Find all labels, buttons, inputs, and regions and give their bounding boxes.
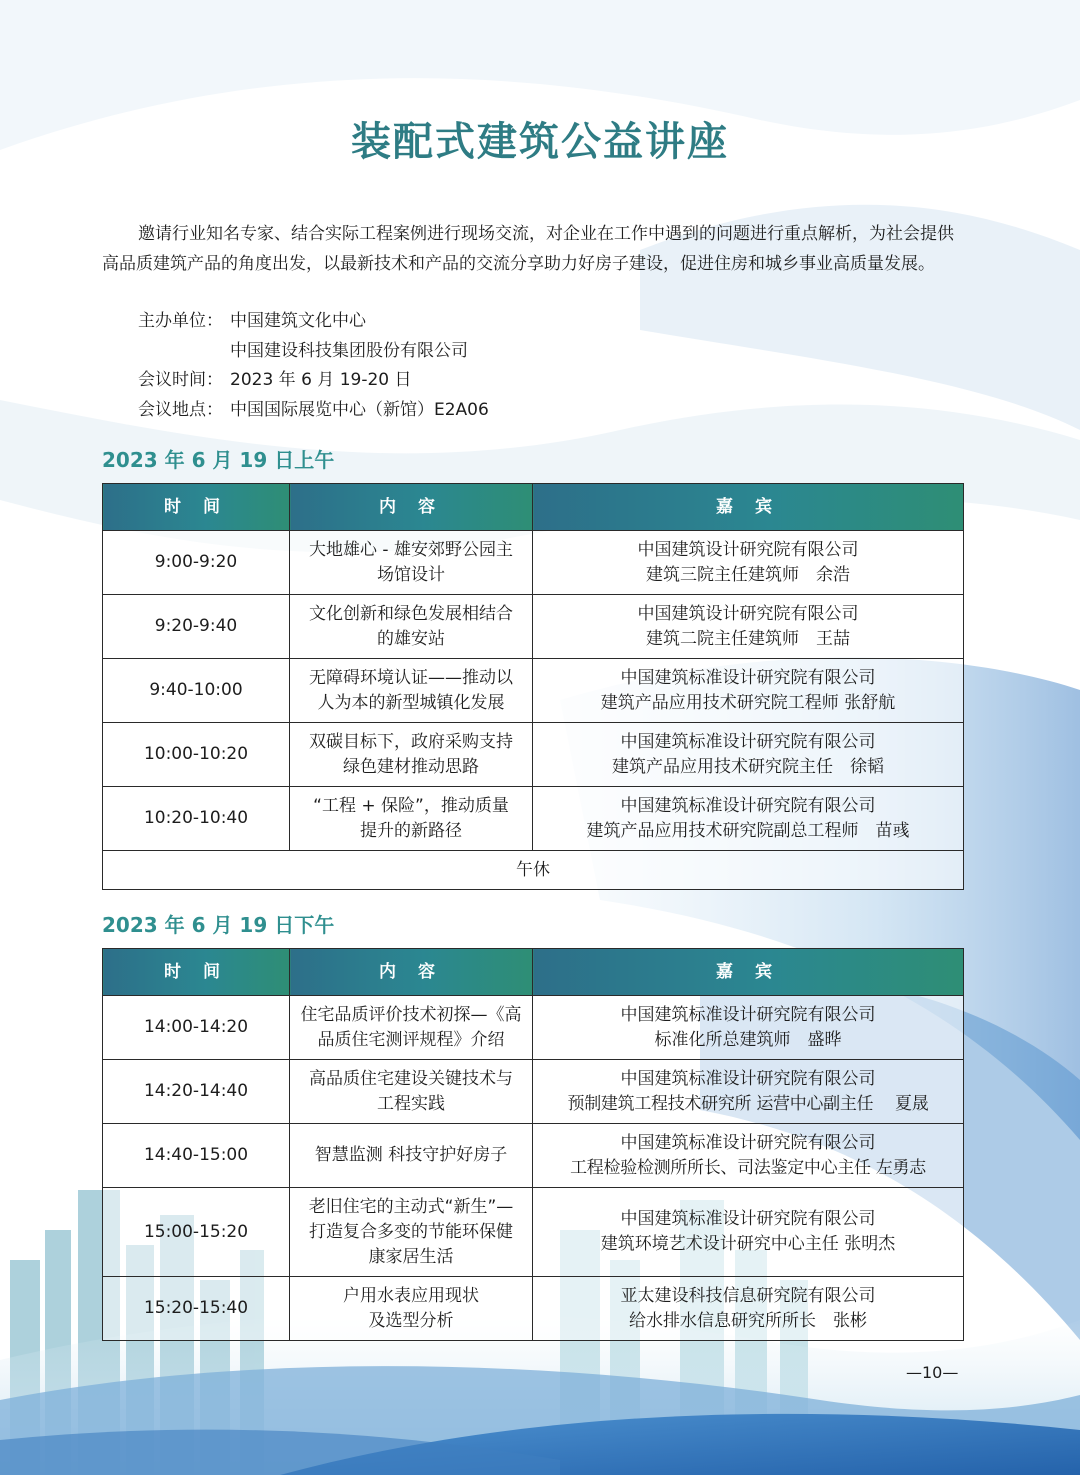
content-cell xyxy=(290,1188,533,1277)
guest-cell xyxy=(533,1188,964,1277)
guest-title: 建筑环境艺术设计研究中心主任 张明杰 xyxy=(600,1234,896,1254)
header-time: 时 间 xyxy=(103,949,290,996)
guest-title: 预制建筑工程技术研究所 运营中心副主任 夏晟 xyxy=(567,1093,929,1114)
guest-cell xyxy=(533,996,964,1060)
guest-title: 标准化所总建筑师 盛晔 xyxy=(654,1029,842,1050)
header-content: 内 容 xyxy=(290,484,533,531)
lunch-row xyxy=(103,851,964,890)
meeting-place: 中国国际展览中心（新馆）E2A06 xyxy=(230,400,489,420)
content-line: 双碳目标下，政府采购支持 xyxy=(309,731,513,752)
guest-cell xyxy=(533,1124,964,1188)
content-line: 绿色建材推动思路 xyxy=(343,756,479,777)
content-line: 的雄安站 xyxy=(377,628,445,649)
header-guest: 嘉 宾 xyxy=(533,949,964,996)
guest-title: 给水排水信息研究所所长 张彬 xyxy=(629,1310,867,1331)
time-cell: 10:20-10:40 xyxy=(103,787,290,851)
page-number: —10— xyxy=(906,1363,959,1382)
table-row xyxy=(103,787,964,851)
header-time: 时 间 xyxy=(103,484,290,531)
guest-cell xyxy=(533,531,964,595)
page-title: 装配式建筑公益讲座 xyxy=(351,119,729,165)
time-cell: 10:00-10:20 xyxy=(103,723,290,787)
guest-org: 中国建筑标准设计研究院有限公司 xyxy=(620,1132,876,1153)
host-org-2: 中国建设科技集团股份有限公司 xyxy=(230,341,468,361)
header-guest: 嘉 宾 xyxy=(533,484,964,531)
content-line: “工程 + 保险”，推动质量 xyxy=(313,795,509,816)
afternoon-heading: 2023 年 6 月 19 日下午 xyxy=(102,913,335,937)
time-label: 会议时间： xyxy=(138,370,223,390)
time-cell: 15:00-15:20 xyxy=(103,1188,290,1277)
host-line xyxy=(138,307,366,337)
content-cell xyxy=(290,1060,533,1124)
content-line: 及选型分析 xyxy=(368,1310,454,1331)
guest-org: 亚太建设科技信息研究院有限公司 xyxy=(620,1285,876,1306)
guest-org: 中国建筑标准设计研究院有限公司 xyxy=(620,667,876,688)
time-line xyxy=(138,366,412,396)
table-row xyxy=(103,1060,964,1124)
host-line-2 xyxy=(230,337,468,367)
guest-title: 建筑产品应用技术研究院主任 徐韬 xyxy=(612,756,884,777)
time-cell: 9:40-10:00 xyxy=(103,659,290,723)
header-content: 内 容 xyxy=(290,949,533,996)
meeting-time: 2023 年 6 月 19-20 日 xyxy=(230,370,412,390)
time-cell: 14:20-14:40 xyxy=(103,1060,290,1124)
content-line: 无障碍环境认证——推动以 xyxy=(309,667,513,688)
place-line xyxy=(138,396,489,426)
content-cell xyxy=(290,723,533,787)
guest-org: 中国建筑标准设计研究院有限公司 xyxy=(620,795,876,816)
table-row xyxy=(103,1124,964,1188)
content-line: 人为本的新型城镇化发展 xyxy=(317,692,505,713)
afternoon-schedule-table xyxy=(102,948,964,1341)
guest-cell xyxy=(533,787,964,851)
guest-title: 建筑三院主任建筑师 余浩 xyxy=(646,564,850,585)
guest-title: 工程检验检测所所长、司法鉴定中心主任 左勇志 xyxy=(570,1157,926,1178)
guest-cell xyxy=(533,1060,964,1124)
content-line: 智慧监测 科技守护好房子 xyxy=(314,1145,508,1165)
table-row xyxy=(103,1188,964,1277)
guest-cell xyxy=(533,1277,964,1341)
table-row xyxy=(103,996,964,1060)
time-cell: 15:20-15:40 xyxy=(103,1277,290,1341)
time-cell: 14:00-14:20 xyxy=(103,996,290,1060)
table-row xyxy=(103,1277,964,1341)
guest-title: 建筑产品应用技术研究院工程师 张舒航 xyxy=(600,692,896,713)
table-row xyxy=(103,595,964,659)
content-line: 提升的新路径 xyxy=(360,820,462,841)
time-cell: 9:20-9:40 xyxy=(103,595,290,659)
content-line: 文化创新和绿色发展相结合 xyxy=(309,603,513,624)
content-line: 场馆设计 xyxy=(377,564,445,585)
morning-heading: 2023 年 6 月 19 日上午 xyxy=(102,448,335,472)
content-cell xyxy=(290,531,533,595)
table-row xyxy=(103,659,964,723)
content-line: 住宅品质评价技术初探—《高 xyxy=(300,1004,522,1025)
guest-title: 建筑产品应用技术研究院副总工程师 苗彧 xyxy=(586,820,910,841)
guest-cell xyxy=(533,723,964,787)
lunch-cell: 午休 xyxy=(103,851,964,890)
table-header-row xyxy=(103,949,964,996)
morning-schedule-table xyxy=(102,483,964,890)
table-row xyxy=(103,531,964,595)
content-cell xyxy=(290,1277,533,1341)
guest-org: 中国建筑标准设计研究院有限公司 xyxy=(620,1209,876,1229)
content-cell xyxy=(290,996,533,1060)
guest-org: 中国建筑标准设计研究院有限公司 xyxy=(620,731,876,752)
content-line: 康家居生活 xyxy=(368,1246,454,1267)
table-row xyxy=(103,723,964,787)
guest-org: 中国建筑设计研究院有限公司 xyxy=(637,603,859,624)
content-cell xyxy=(290,787,533,851)
host-label: 主办单位： xyxy=(138,311,223,331)
content-cell xyxy=(290,659,533,723)
guest-org: 中国建筑标准设计研究院有限公司 xyxy=(620,1004,876,1025)
intro-paragraph: 邀请行业知名专家、结合实际工程案例进行现场交流，对企业在工作中遇到的问题进行重点解析，为社会提供高品质建筑产品的角度出发，以最新技术和产品的交流分享助力好房子建设，促进住房和城乡事业高质量发展。 xyxy=(102,224,954,274)
guest-cell xyxy=(533,595,964,659)
content-line: 大地雄心 - 雄安郊野公园主 xyxy=(309,539,513,560)
content-line: 品质住宅测评规程》介绍 xyxy=(317,1029,505,1050)
content-line: 高品质住宅建设关键技术与 xyxy=(309,1068,513,1089)
time-cell: 14:40-15:00 xyxy=(103,1124,290,1188)
host-org-1: 中国建筑文化中心 xyxy=(230,311,366,331)
content-line: 老旧住宅的主动式“新生”— xyxy=(308,1196,514,1217)
content-cell xyxy=(290,595,533,659)
content-line: 打造复合多变的节能环保健 xyxy=(309,1221,513,1242)
guest-org: 中国建筑标准设计研究院有限公司 xyxy=(620,1068,876,1089)
table-header-row xyxy=(103,484,964,531)
content-line: 工程实践 xyxy=(377,1093,445,1114)
guest-org: 中国建筑设计研究院有限公司 xyxy=(637,539,859,560)
place-label: 会议地点： xyxy=(138,400,223,420)
content-line: 户用水表应用现状 xyxy=(343,1285,479,1306)
content-cell xyxy=(290,1124,533,1188)
guest-cell xyxy=(533,659,964,723)
guest-title: 建筑二院主任建筑师 王喆 xyxy=(646,628,850,649)
time-cell: 9:00-9:20 xyxy=(103,531,290,595)
